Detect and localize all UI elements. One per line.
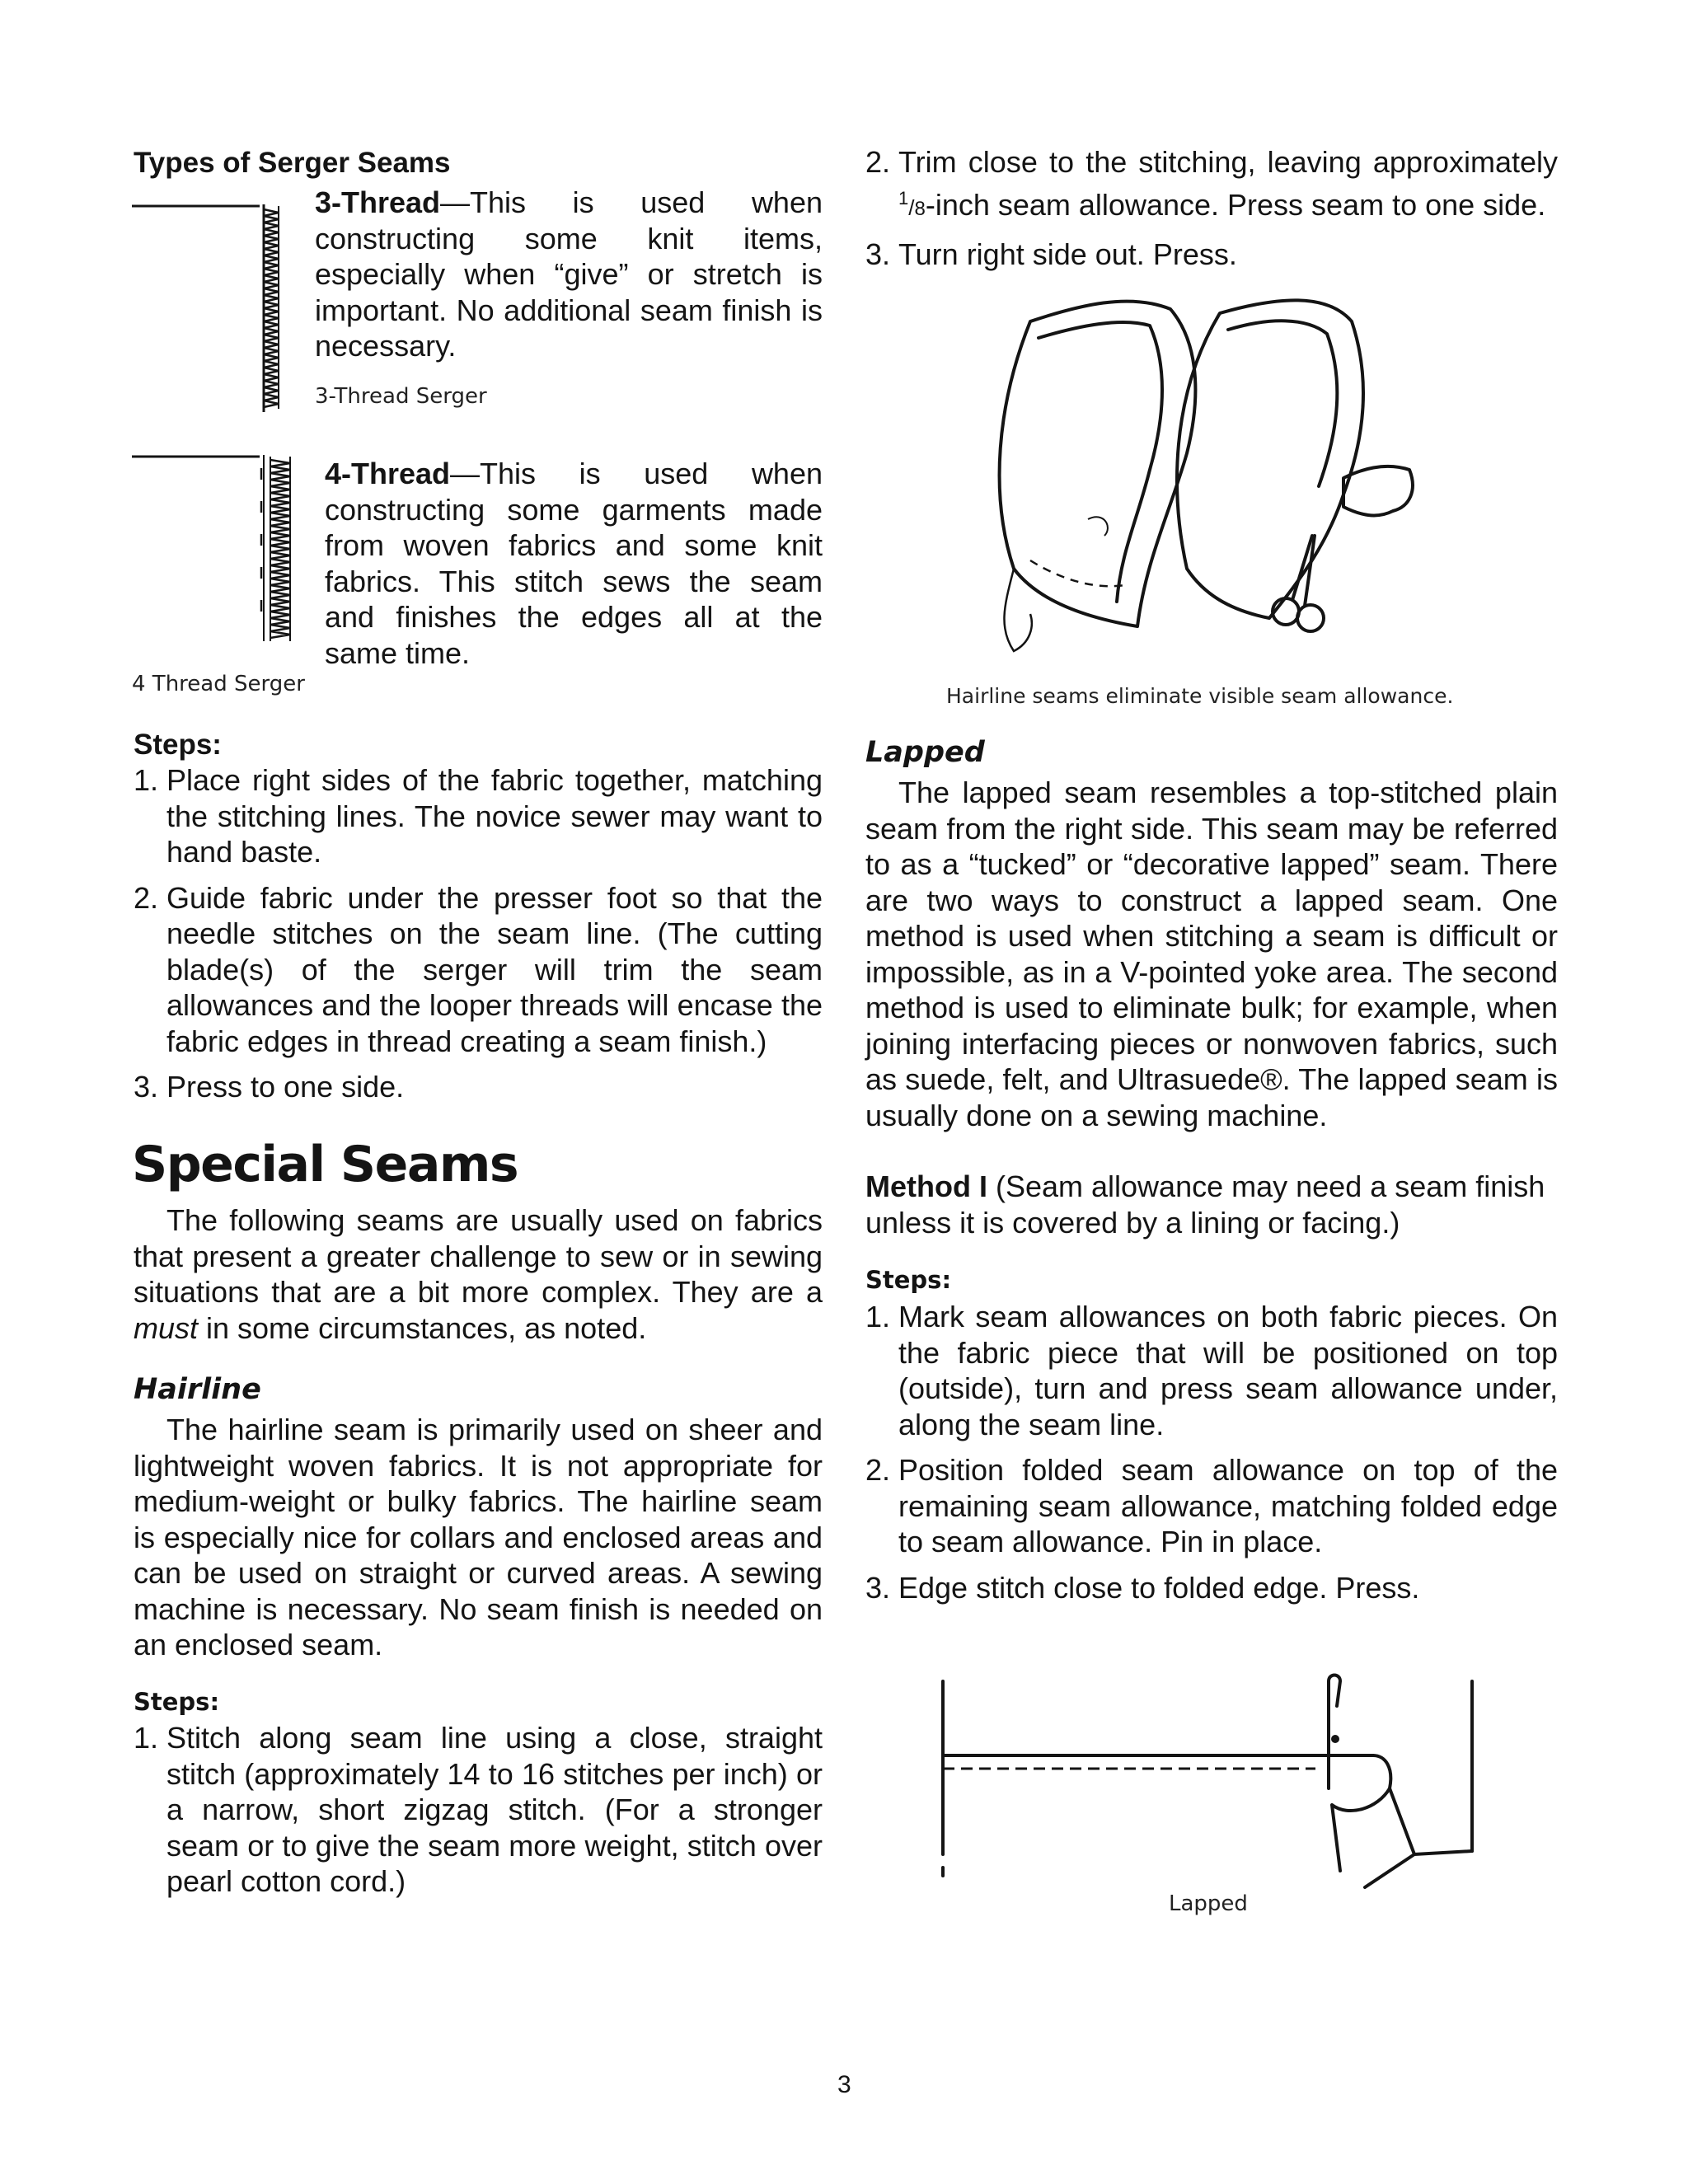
lapped-seam-illustration: [936, 1673, 1497, 1887]
fraction-denominator: 8: [914, 197, 926, 220]
list-item: 2. Trim close to the stitching, leaving approximately $^1$/8-inch seam allowance. Press seam to one side.: [865, 145, 1558, 222]
lapped-heading: Lapped: [865, 736, 985, 769]
serger-steps-heading: Steps:: [134, 729, 222, 761]
three-thread-text: —This is used when constructing some knit items, especially when “give” or stretch is important. No additional seam finish is necessary.: [315, 185, 823, 363]
list-item: 2. Guide fabric under the presser foot so that the needle stitches on the seam line. (The cutting blade(s) of the serger will trim the seam allowances and the looper threads will encase the fabric edges in thread creating a seam finish.): [134, 880, 823, 1058]
serger-steps-list: [134, 762, 823, 1115]
four-thread-term: 4-Thread: [325, 457, 451, 490]
list-item: 2. Position folded seam allowance on top of the remaining seam allowance, matching folded edge to seam allowance. Pin in place.: [865, 1453, 1558, 1558]
list-item: 1. Place right sides of the fabric together, matching the stitching lines. The novice sewer may want to hand baste.: [134, 763, 823, 869]
three-thread-serger-label: 3-Thread Serger: [315, 384, 487, 409]
list-item: 1. Mark seam allowances on both fabric pieces. On the fabric piece that will be positioned on top (outside), turn and press seam allowance under, along the seam line.: [865, 1300, 1558, 1441]
lapped-caption: Lapped: [1169, 1891, 1248, 1916]
three-thread-description: [315, 185, 823, 364]
lapped-steps-list: [865, 1299, 1558, 1615]
four-thread-serger-illustration: [132, 452, 297, 646]
types-of-serger-seams-heading: Types of Serger Seams: [134, 147, 451, 179]
hairline-heading: Hairline: [134, 1373, 261, 1406]
page-number: 3: [837, 2071, 851, 2098]
list-item: 1. Stitch along seam line using a close, straight stitch (approximately 14 to 16 stitches per inch) or a narrow, short zigzag stitch. (For a stronger seam or to give the seam more weight, stitch over pearl cotton cord.): [134, 1721, 823, 1898]
special-seams-heading: Special Seams: [132, 1136, 518, 1193]
hairline-description: The hairline seam is primarily used on sheer and lightweight woven fabrics. It is not appropriate for medium-weight or bulky fabrics. The hairline seam is especially nice for collars and enclosed areas and can be used on straight or curved areas. A sewing machine is necessary. No seam finish is needed on an enclosed seam.: [134, 1413, 823, 1661]
hairline-steps-continued: [865, 144, 1558, 283]
list-item: 3. Press to one side.: [134, 1070, 405, 1104]
hairline-steps-list: [134, 1720, 823, 1910]
method-one-description: Method I (Seam allowance may need a seam finish unless it is covered by a lining or facing.): [865, 1169, 1545, 1240]
list-item: 3. Turn right side out. Press.: [865, 237, 1237, 271]
lapped-steps-heading: Steps:: [865, 1266, 952, 1294]
list-item: 3. Edge stitch close to folded edge. Press.: [865, 1570, 1420, 1605]
hairline-steps-heading: Steps:: [134, 1688, 220, 1716]
method-one-label: Method I: [865, 1169, 987, 1203]
three-thread-serger-illustration: [132, 201, 297, 415]
hairline-collar-illustration: [981, 288, 1442, 659]
fraction-numerator: 1: [898, 187, 909, 209]
special-seams-intro: The following seams are usually used on fabrics that present a greater challenge to sew or in sewing situations that are a bit more complex. They are a must in some circumstances, as noted.: [134, 1203, 823, 1345]
three-thread-term: 3-Thread: [315, 185, 441, 219]
lapped-description: The lapped seam resembles a top-stitched plain seam from the right side. This seam may be referred to as a “tucked” or “decorative lapped” seam. There are two ways to construct a lapped seam. One method is used when stitching a seam is difficult or impossible, as in a V-pointed yoke area. The second method is used to eliminate bulk; for example, when joining interfacing pieces or nonwoven fabrics, such as suede, felt, and Ultrasuede®. The lapped seam is usually done on a sewing machine.: [865, 776, 1558, 1132]
four-thread-serger-label: 4 Thread Serger: [132, 672, 305, 696]
four-thread-text: —This is used when constructing some garments made from woven fabrics and some knit fabrics. This stitch sews the seam and finishes the edges all at the same time.: [325, 457, 823, 670]
four-thread-description: [325, 456, 823, 671]
hairline-caption: Hairline seams eliminate visible seam allowance.: [946, 684, 1454, 708]
